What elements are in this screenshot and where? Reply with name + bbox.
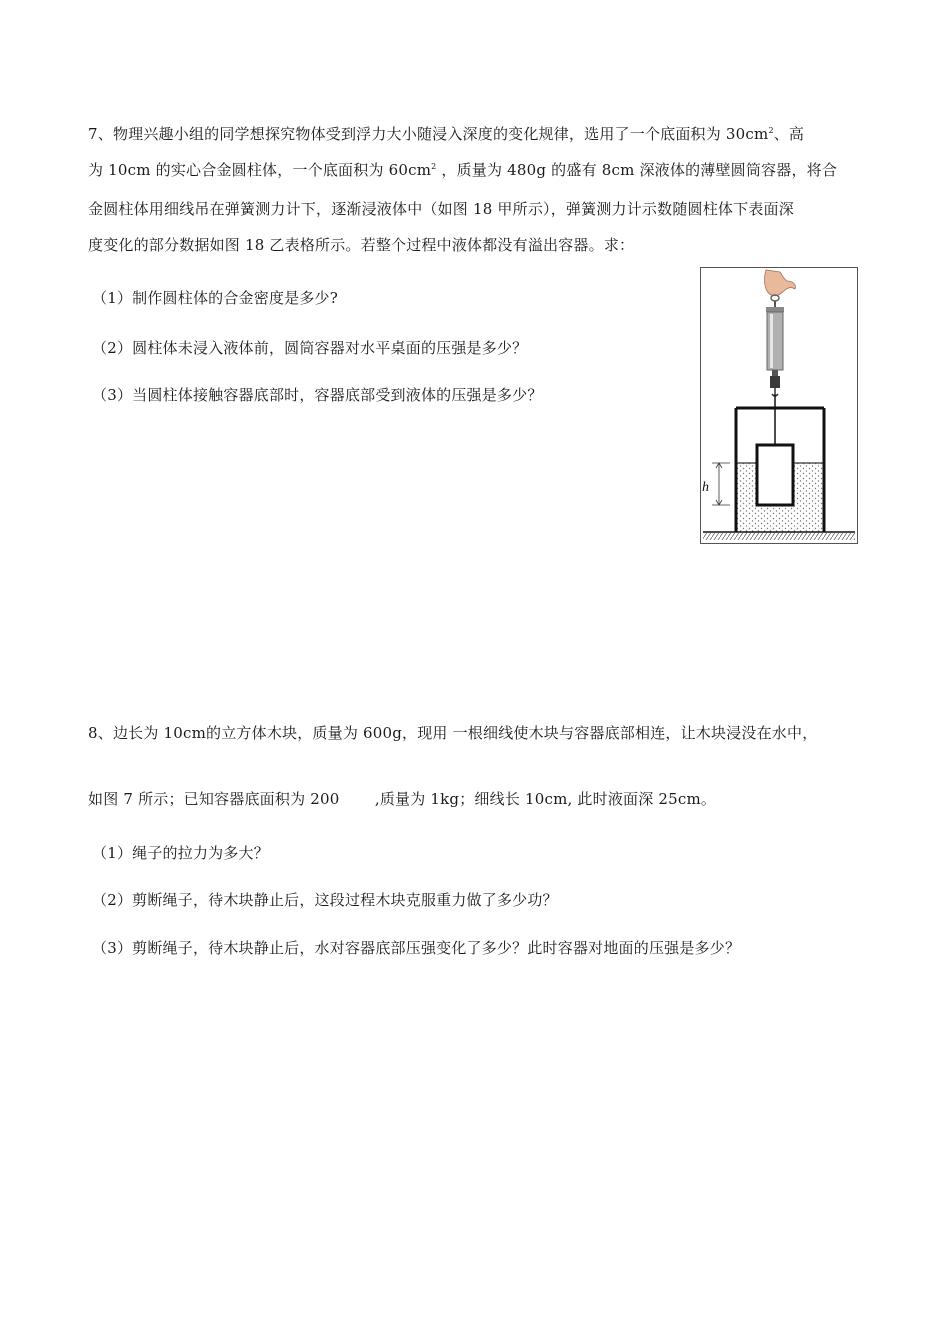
spring-scale-figure [700,267,858,544]
height-label: h [702,480,709,495]
q7-line-2 [88,160,837,180]
q7-sub-1: （1）制作圆柱体的合金密度是多少? [92,289,338,307]
q7-line-2-text: 为 10cm 的实心合金圆柱体，一个底面积为 60cm [88,161,432,179]
q8-sub-2: （2）剪断绳子，待木块静止后，这段过程木块克服重力做了多少功？ [92,891,558,909]
q8-line-2: 如图 7 所示；已知容器底面积为 200 ,质量为 1kg；细线长 10cm, 此时液面深 25cm。 [88,790,717,808]
q7-line-1-sup: 2 [768,126,774,135]
q7-line-1-text: 7、物理兴趣小组的同学想探究物体受到浮力大小随浸入深度的变化规律，选用了一个底面积为 30cm [88,125,769,143]
alloy-cylinder [757,445,793,505]
q8-sub-1: （1）绳子的拉力为多大？ [92,844,269,862]
q7-line-4: 度变化的部分数据如图 18 乙表格所示。若整个过程中液体都没有溢出容器。求： [88,236,635,254]
q7-line-3: 金圆柱体用细线吊在弹簧测力计下，逐渐浸液体中（如图 18 甲所示），弹簧测力计示数随圆柱体下表面深 [88,200,794,218]
q7-line-1-tail: 、高 [773,125,805,143]
ground-hatch [703,533,855,540]
q7-sub-2: （2）圆柱体未浸入液体前，圆筒容器对水平桌面的压强是多少？ [92,339,528,357]
q7-line-2-tail: ，质量为 480g 的盛有 8cm 深液体的薄壁圆筒容器，将合 [436,161,838,179]
q7-sub-3: （3）当圆柱体接触容器底部时，容器底部受到液体的压强是多少？ [92,386,543,404]
q7-line-1 [88,124,804,144]
q8-sub-3: （3）剪断绳子，待木块静止后，水对容器底部压强变化了多少？此时容器对地面的压强是多少？ [92,939,741,957]
q8-line-1: 8、边长为 10cm的立方体木块，质量为 600g，现用 一根细线使木块与容器底部相连，让木块浸没在水中， [88,724,818,742]
q7-line-2-sup: 2 [431,162,437,171]
